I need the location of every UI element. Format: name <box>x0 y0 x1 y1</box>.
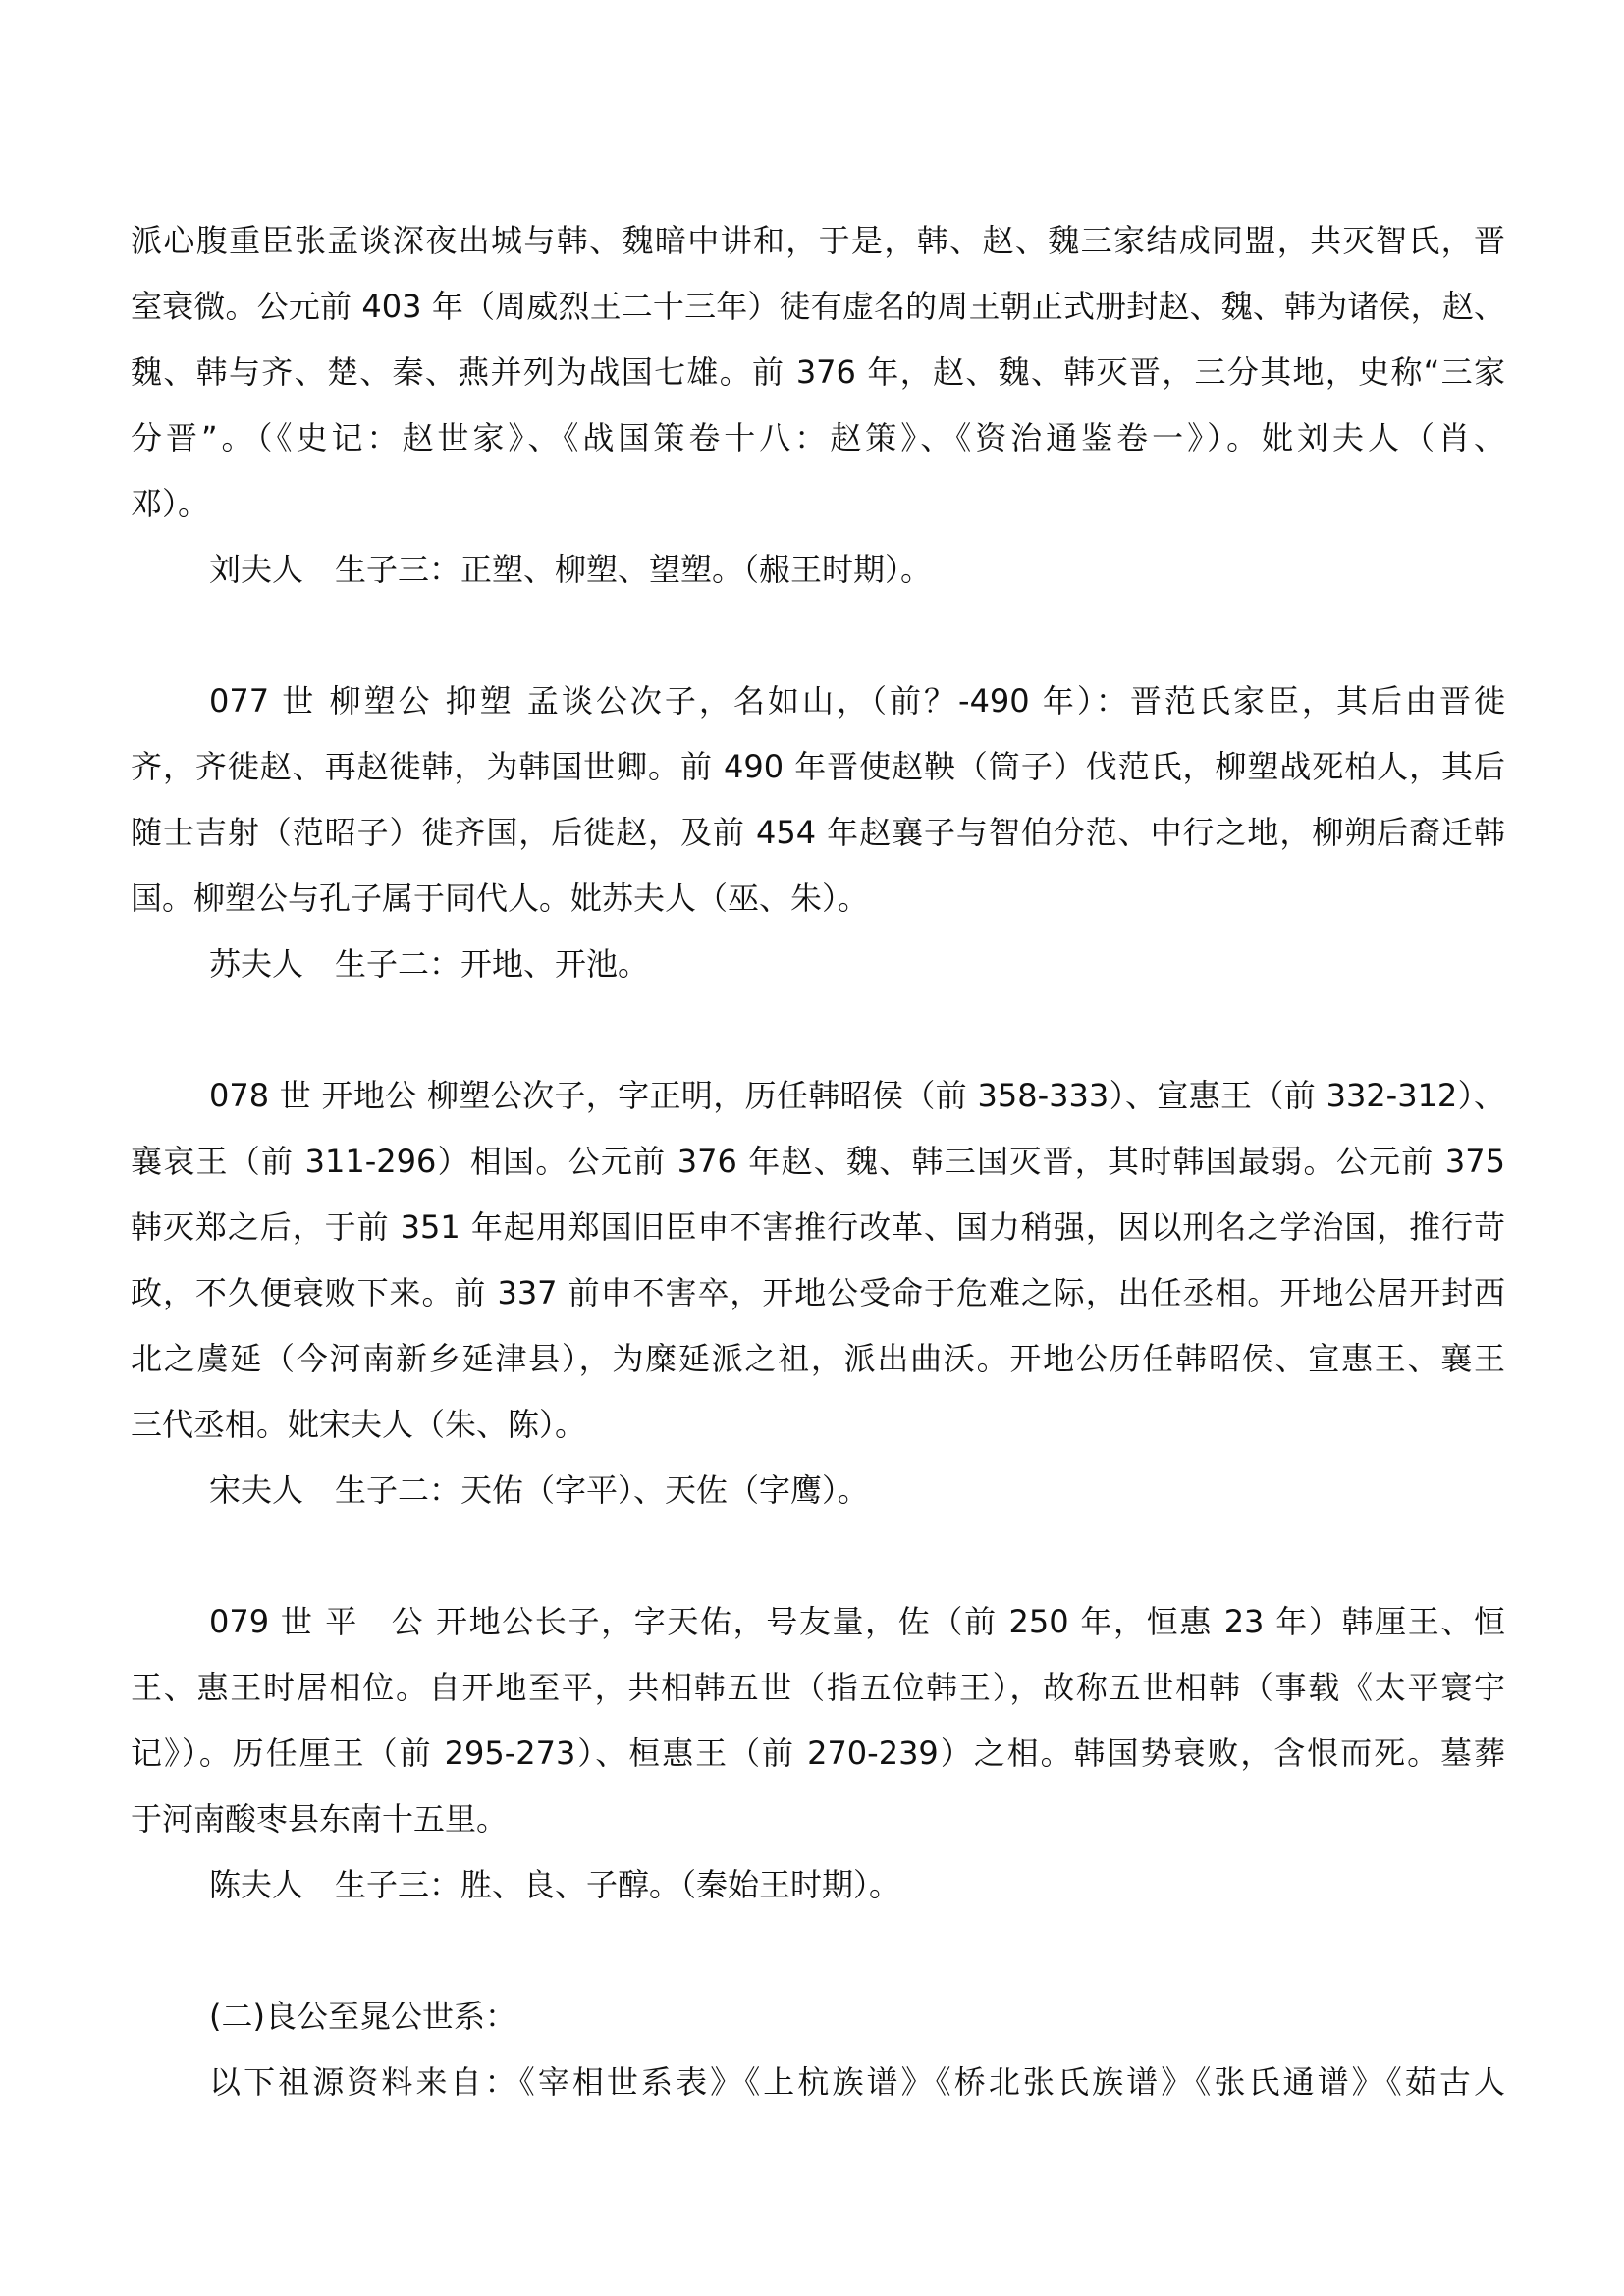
text-line: 苏夫人 生子二：开地、开池。 <box>209 945 650 983</box>
document-page <box>131 208 1505 2115</box>
text-line: 韩灭郑之后，于前 351 年起用郑国旧臣申不害推行改革、国力稍强，因以刑名之学治国，推行苛 <box>131 1208 1505 1246</box>
text-line: 邓）。 <box>131 485 210 522</box>
text-line: 室衰微。公元前 403 年（周威烈王二十三年）徒有虚名的周王朝正式册封赵、魏、韩为诸侯，赵、 <box>131 288 1505 325</box>
text-line: 宋夫人 生子二：天佑（字平）、天佐（字鹰）。 <box>209 1471 870 1509</box>
paragraph-song-furen <box>131 1458 1505 1523</box>
section-heading: (二)良公至晁公世系： <box>209 1998 516 2035</box>
paragraph-gap <box>131 1918 1505 1984</box>
paragraph-liu-furen <box>131 537 1505 603</box>
text-line: 政，不久便衰败下来。前 337 前申不害卒，开地公受命于危难之际，出任丞相。开地公居开封西 <box>131 1274 1505 1311</box>
text-line: 079 世 平 公 开地公长子，字天佑，号友量，佐（前 250 年，恒惠 23 年）韩厘王、恒 <box>209 1603 1505 1640</box>
text-line: 国。柳塑公与孔子属于同代人。妣苏夫人（巫、朱）。 <box>131 880 870 917</box>
text-line: 襄哀王（前 311-296）相国。公元前 376 年赵、魏、韩三国灭晋，其时韩国最弱。公元前 375 <box>131 1143 1505 1180</box>
paragraph-su-furen <box>131 932 1505 997</box>
text-line: 记》）。历任厘王（前 295-273）、桓惠王（前 270-239）之相。韩国势衰败，含恨而死。墓葬 <box>131 1735 1505 1772</box>
text-line: 于河南酸枣县东南十五里。 <box>131 1800 509 1838</box>
paragraph-generation-077 <box>131 668 1505 932</box>
paragraph-gap <box>131 603 1505 668</box>
paragraph-generation-078 <box>131 1063 1505 1458</box>
text-line: 刘夫人 生子三：正塑、柳塑、望塑。（赧王时期）。 <box>209 551 933 588</box>
text-line: 齐，齐徙赵、再赵徙韩，为韩国世卿。前 490 年晋使赵鞅（筒子）伐范氏，柳塑战死柏人，其后 <box>131 748 1505 785</box>
text-line: 三代丞相。妣宋夫人（朱、陈）。 <box>131 1406 587 1443</box>
text-line: 随士吉射（范昭子）徙齐国，后徙赵，及前 454 年赵襄子与智伯分范、中行之地，柳朔后裔迁韩 <box>131 814 1505 851</box>
text-line: 魏、韩与齐、楚、秦、燕并列为战国七雄。前 376 年，赵、魏、韩灭晋，三分其地，史称“三家 <box>131 353 1505 391</box>
paragraph-gap <box>131 1523 1505 1589</box>
text-line: 078 世 开地公 柳塑公次子，字正明，历任韩昭侯（前 358-333）、宣惠王（前 332-312）、 <box>209 1077 1505 1114</box>
text-line: 分晋”。（《史记：赵世家》、《战国策卷十八：赵策》、《资治通鉴卷一》）。妣刘夫人（肖、 <box>131 419 1505 456</box>
text-line: 陈夫人 生子三：胜、良、子醇。（秦始王时期）。 <box>209 1866 901 1903</box>
paragraph-chen-furen <box>131 1852 1505 1918</box>
text-line: 派心腹重臣张孟谈深夜出城与韩、魏暗中讲和，于是，韩、赵、魏三家结成同盟，共灭智氏，晋 <box>131 222 1505 259</box>
paragraph-zhao-wei-han <box>131 208 1505 537</box>
text-line: 北之虞延（今河南新乡延津县），为糜延派之祖，派出曲沃。开地公历任韩昭侯、宣惠王、襄王 <box>131 1340 1505 1377</box>
text-line: 以下祖源资料来自：《宰相世系表》《上杭族谱》《桥北张氏族谱》《张氏通谱》《茹古人 <box>209 2063 1505 2101</box>
paragraph-gap <box>131 997 1505 1063</box>
section-liang-to-chao <box>131 1984 1505 2115</box>
paragraph-generation-079 <box>131 1589 1505 1852</box>
text-line: 077 世 柳塑公 抑塑 孟谈公次子，名如山，（前？-490 年）：晋范氏家臣，其后由晋徙 <box>209 682 1505 720</box>
text-line: 王、惠王时居相位。自开地至平，共相韩五世（指五位韩王），故称五世相韩（事载《太平寰宇 <box>131 1669 1505 1706</box>
